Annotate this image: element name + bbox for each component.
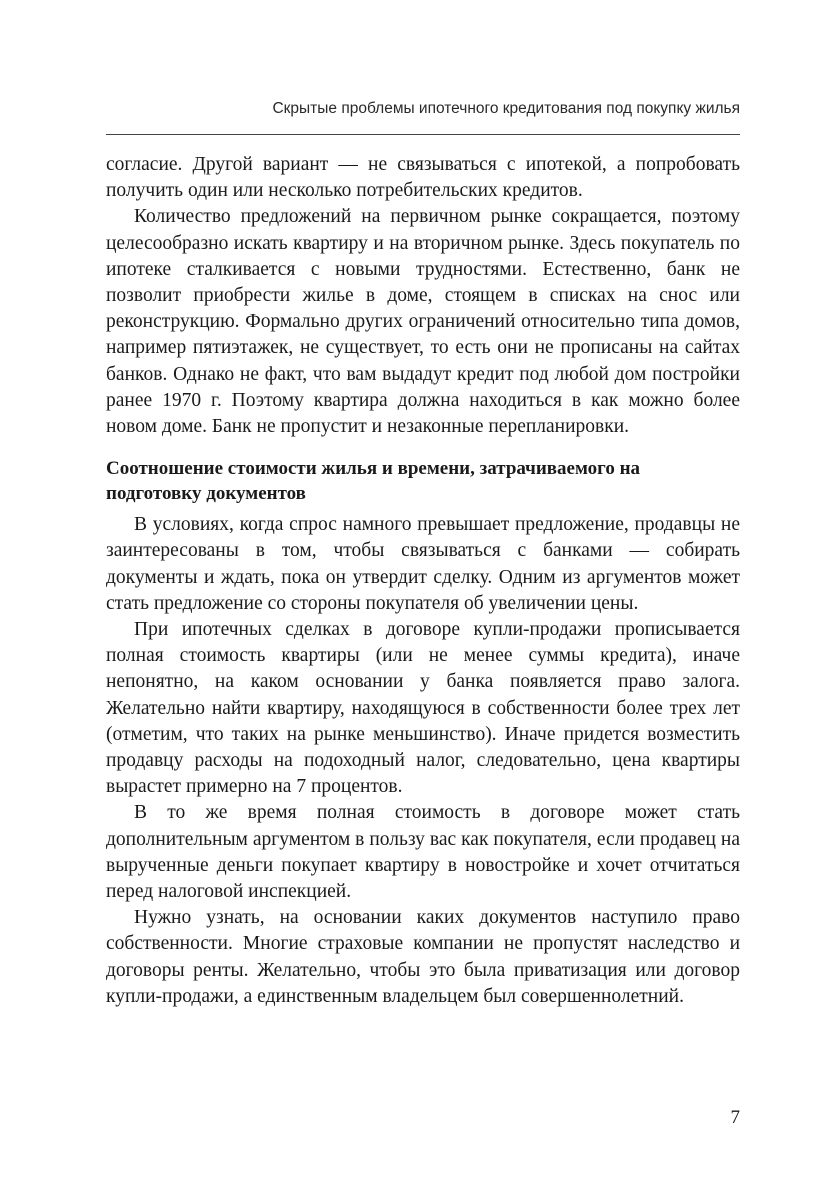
paragraph: В условиях, когда спрос намного превышает предложение, продавцы не заинтересованы в том, чтобы связываться с банками — собирать документы и ждать, пока он утвердит сделку. Одним из аргументов может стать предложение со стороны покупателя об увеличении цены. [106,514,740,614]
paragraph: Нужно узнать, на основании каких документов наступило право собственности. Многие страховые компании не пропустят наследство и договоры ренты. Желательно, чтобы это была приватизация или договор купли-продажи, а единственным владельцем был совершеннолетний. [106,907,740,1007]
body-text [106,152,740,1010]
paragraph: При ипотечных сделках в договоре купли-продажи прописывается полная стоимость квартиры (или не менее суммы кредита), иначе непонятно, на каком основании у банка появляется право залога. Желательно найти квартиру, находящуюся в собственности более трех лет (отметим, что таких на рынке меньшинство). Иначе придется возместить продавцу расходы на подоходный налог, следовательно, цена квартиры вырастет примерно на 7 процентов. [106,619,740,798]
paragraph: согласие. Другой вариант — не связываться с ипотекой, а попробовать получить один или несколько потребительских кредитов. [106,154,740,202]
section-heading: Соотношение стоимости жилья и времени, затрачиваемого на подготовку документов [106,458,641,505]
header-rule [106,134,740,135]
paragraph: Количество предложений на первичном рынке сокращается, поэтому целесообразно искать квартиру и на вторичном рынке. Здесь покупатель по ипотеке сталкивается с новыми трудностями. Естественно, банк не позволит приобрести жилье в доме, стоящем в списках на снос или реконструкцию. Формально других ограничений относительно типа домов, например пятиэтажек, не существует, то есть они не прописаны на сайтах банков. Однако не факт, что вам выдадут кредит под любой дом постройки ранее 1970 г. Поэтому квартира должна находиться в как можно более новом доме. Банк не пропустит и незаконные перепланировки. [106,206,740,438]
paragraph: В то же время полная стоимость в договоре может стать дополнительным аргументом в пользу вас как покупателя, если продавец на вырученные деньги покупает квартиру в новостройке и хочет отчитаться перед налоговой инспекцией. [106,802,740,903]
page-number: 7 [730,1107,740,1128]
running-header: Скрытые проблемы ипотечного кредитования под покупку жилья [272,100,740,117]
